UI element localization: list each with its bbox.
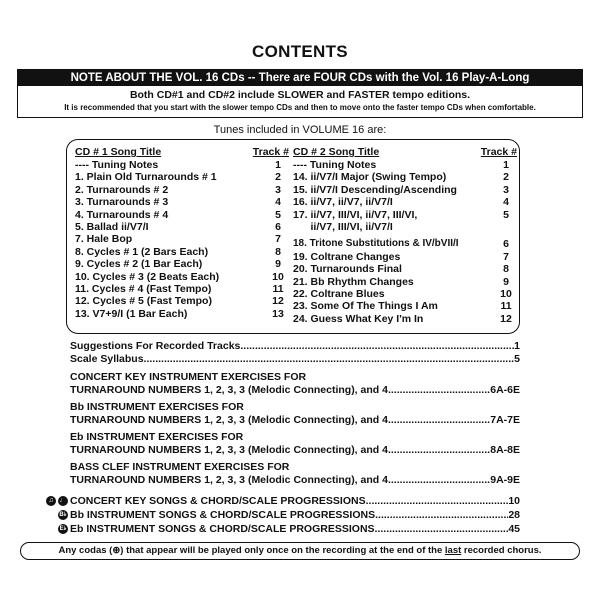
cd-note-line-1: Both CD#1 and CD#2 include SLOWER and FASTER tempo editions. [129,89,471,101]
track-number: 9 [503,275,509,288]
track-number: 2 [503,171,509,184]
track-number: 12 [500,312,512,325]
cd-note-box [17,69,583,118]
track-title: 4. Turnarounds # 4 [75,208,169,221]
track-title: 24. Guess What Key I'm In [293,312,424,325]
track-row [293,263,517,275]
track-row [75,209,289,221]
cd-track-listing-box [66,139,520,334]
coda-note [20,542,580,560]
track-title: 23. Some Of The Things I Am [293,300,438,313]
cd1-header-track: Track # [252,146,289,158]
track-number: 2 [275,171,281,184]
track-number: 5 [275,208,281,221]
track-title: ---- Tuning Notes [293,159,377,171]
toc-bb-exercises [70,401,520,427]
track-number: 4 [503,196,509,209]
toc-leader [388,474,490,487]
track-row [293,196,517,208]
track-title: 3. Turnarounds # 3 [75,196,169,209]
track-row [75,283,289,295]
track-title: 22. Coltrane Blues [293,287,385,300]
track-row [75,159,289,171]
track-number: 9 [275,258,281,271]
track-row [293,171,517,183]
track-row [293,276,517,288]
track-row [293,251,517,263]
page-title: CONTENTS [252,42,348,61]
toc-page: 10 [508,495,520,507]
toc-page: 28 [508,509,520,521]
toc-label: Eb INSTRUMENT SONGS & CHORD/SCALE PROGRESSIONS [70,523,375,535]
track-title: 2. Turnarounds # 2 [75,183,169,196]
toc-leader [375,508,508,522]
track-number: 10 [500,287,512,300]
toc-page: 7A-7E [490,414,520,426]
bass-clef-icon: ♩ [59,497,67,504]
toc-concert-exercises [70,371,520,397]
toc-heading: Eb INSTRUMENT EXERCISES FOR [70,431,244,443]
track-row [293,159,517,171]
toc-line-concert-songs [46,494,520,508]
toc-label: TURNAROUND NUMBERS 1, 2, 3, 3 (Melodic Connecting), and 4 [70,384,388,396]
track-row [75,196,289,208]
track-row [75,308,289,320]
track-title: 20. Turnarounds Final [293,263,402,276]
e-flat-badge-icon: E♭ [59,526,67,532]
track-number: 6 [503,238,509,251]
track-row [75,184,289,196]
toc-label: Scale Syllabus [70,353,144,365]
track-number: 8 [503,263,509,276]
toc-leader [375,522,509,536]
toc-label: CONCERT KEY SONGS & CHORD/SCALE PROGRESSIONS [70,495,366,507]
toc-line-suggestions [70,340,520,353]
track-number: 7 [503,250,509,263]
track-number: 10 [272,270,284,283]
track-row [293,238,517,250]
cd2-header-title: CD # 2 Song Title [293,146,380,158]
toc-label: TURNAROUND NUMBERS 1, 2, 3, 3 (Melodic Connecting), and 4 [70,474,388,486]
track-row [75,258,289,270]
track-title: 7. Hale Bop [75,233,133,246]
track-number: 11 [500,300,512,313]
toc-leader [240,340,514,353]
toc-page: 5 [514,353,520,365]
track-number: 1 [503,159,509,171]
track-number: 4 [275,196,281,209]
b-flat-badge-icon: B♭ [59,512,67,518]
track-title: 18. Tritone Substitutions & IV/bVII/I [293,238,459,250]
track-title: 19. Coltrane Changes [293,250,401,263]
track-title: 5. Ballad ii/V7/I [75,220,149,233]
track-number: 1 [275,159,281,171]
track-row [75,171,289,183]
track-row [75,221,289,233]
toc-page: 9A-9E [490,474,520,486]
toc-heading: BASS CLEF INSTRUMENT EXERCISES FOR [70,461,290,473]
tunes-included-caption: Tunes included in VOLUME 16 are: [213,124,387,136]
cd1-header [75,146,289,159]
track-number: 11 [272,282,284,295]
toc-label: TURNAROUND NUMBERS 1, 2, 3, 3 (Melodic Connecting), and 4 [70,414,388,426]
treble-clef-icon: ♫ [46,496,56,506]
toc-leader [388,384,490,397]
toc-heading: Bb INSTRUMENT EXERCISES FOR [70,401,244,413]
toc-page: 8A-8E [490,444,520,456]
toc-leader [366,494,509,508]
cd-note-line-2: It is recommended that you start with the slower tempo CDs and then to move onto the faster tempo CDs when comfortable. [64,103,536,112]
toc-label: Bb INSTRUMENT SONGS & CHORD/SCALE PROGRESSIONS [70,509,376,521]
track-row [293,288,517,300]
track-row [75,271,289,283]
track-number: 7 [275,233,281,246]
track-title: 13. V7+9/I (1 Bar Each) [75,307,188,320]
toc-leader [388,414,490,427]
track-number: 12 [272,295,284,308]
toc-label: TURNAROUND NUMBERS 1, 2, 3, 3 (Melodic Connecting), and 4 [70,444,388,456]
track-title: 8. Cycles # 1 (2 Bars Each) [75,245,209,258]
toc-intro [70,340,520,366]
coda-text-before: Any codas (⊕) that appear will be played only once on the recording at the end of the [58,545,445,556]
track-title: 15. ii/V7/I Descending/Ascending [293,183,457,196]
toc-leader [388,444,490,457]
toc-heading: CONCERT KEY INSTRUMENT EXERCISES FOR [70,371,307,383]
track-title: 16. ii/V7, ii/V7, ii/V7/I [293,196,393,209]
track-row [293,184,517,196]
track-row [75,246,289,258]
track-row [293,209,517,221]
toc-page: 6A-6E [490,384,520,396]
track-number: 8 [275,245,281,258]
track-row [293,221,517,233]
toc-page: 45 [508,523,520,535]
toc-line-bb-songs [46,508,520,522]
toc-page: 1 [514,340,520,352]
track-number [495,221,517,233]
cd1-column [75,146,289,320]
track-row [293,300,517,312]
track-number: 5 [503,208,509,221]
track-number: 3 [503,183,509,196]
track-title: 12. Cycles # 5 (Fast Tempo) [75,295,212,308]
cd-note-banner: NOTE ABOUT THE VOL. 16 CDs -- There are FOUR CDs with the Vol. 16 Play-A-Long [18,70,582,86]
cd2-column [293,146,517,325]
cd2-header [293,146,517,159]
track-row [75,233,289,245]
track-title: 14. ii/V7/I Major (Swing Tempo) [293,171,447,184]
track-title: 10. Cycles # 3 (2 Beats Each) [75,270,220,283]
toc-line-eb-songs [46,522,520,536]
coda-text-emphasis: last [444,545,462,556]
toc-songs [46,494,520,536]
toc-label: Suggestions For Recorded Tracks [70,340,241,352]
track-row [293,313,517,325]
track-title: 11. Cycles # 4 (Fast Tempo) [75,282,212,295]
track-number: 6 [275,220,281,233]
cd1-header-title: CD # 1 Song Title [75,146,162,158]
track-title: 1. Plain Old Turnarounds # 1 [75,171,217,184]
toc-bass-exercises [70,461,520,487]
toc-line-scale-syllabus [70,353,520,366]
track-title: ii/V7, III/VI, ii/V7/I [293,220,393,233]
track-title: 9. Cycles # 2 (1 Bar Each) [75,258,203,271]
toc-leader [144,353,515,366]
track-title: 17. ii/V7, III/VI, ii/V7, III/VI, [293,208,418,221]
track-title: 21. Bb Rhythm Changes [293,275,414,288]
toc-eb-exercises [70,431,520,457]
coda-text-after: recorded chorus. [461,545,542,556]
track-title: ---- Tuning Notes [75,159,159,171]
track-row [75,295,289,307]
cd2-header-track: Track # [480,146,517,158]
track-number: 3 [275,183,281,196]
track-number: 13 [272,307,284,320]
